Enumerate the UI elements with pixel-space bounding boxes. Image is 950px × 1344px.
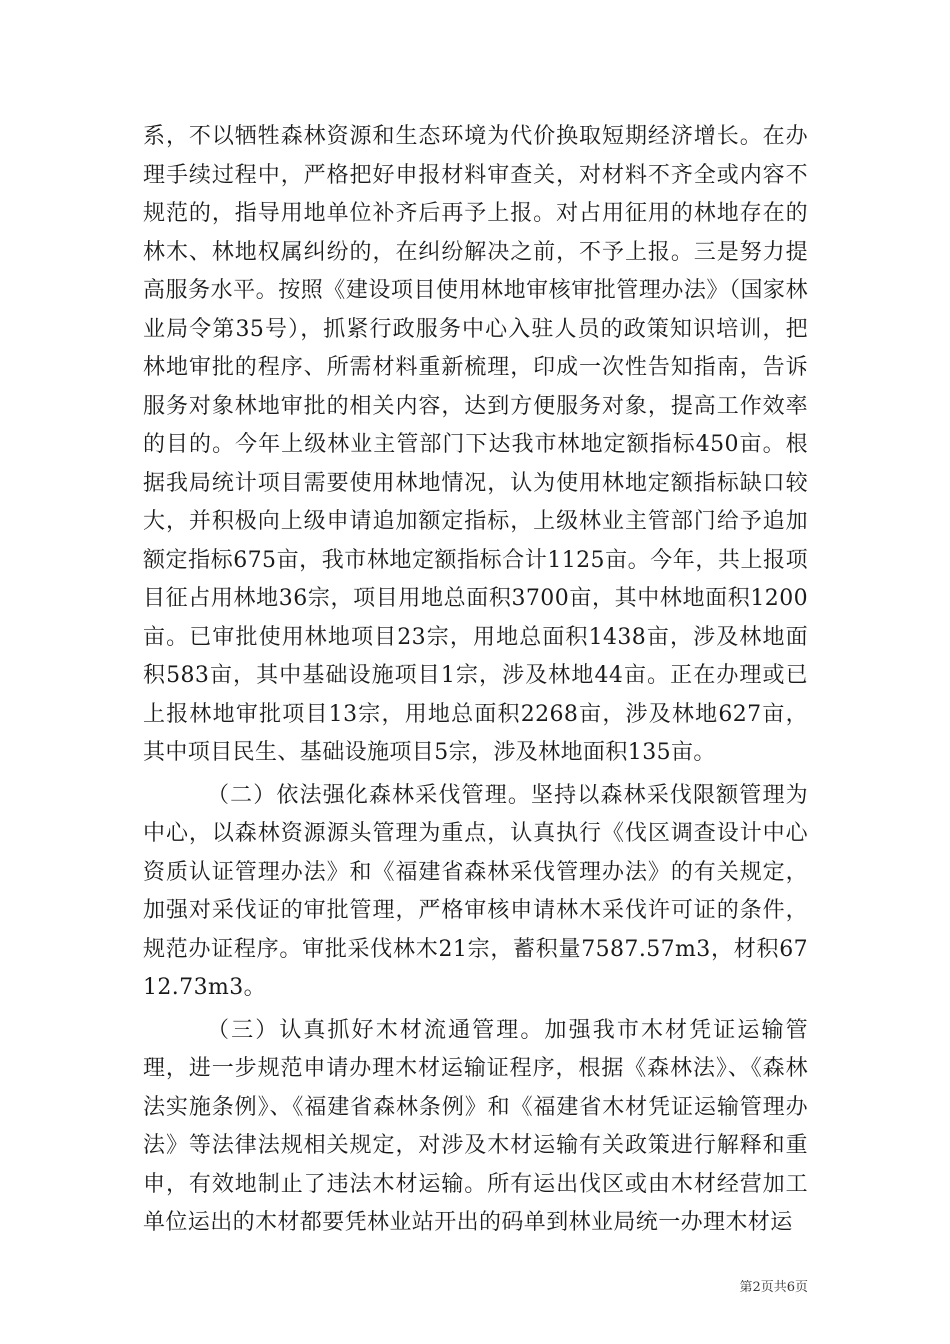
document-body (143, 118, 808, 1243)
paragraph-continued: 系，不以牺牲森林资源和生态环境为代价换取短期经济增长。在办理手续过程中，严格把好申报材料审查关，对材料不齐全或内容不规范的，指导用地单位补齐后再予上报。对占用征用的林地存在的林木、林地权属纠纷的，在纠纷解决之前，不予上报。三是努力提高服务水平。按照《建设项目使用林地审核审批管理办法》（国家林业局令第35号），抓紧行政服务中心入驻人员的政策知识培训，把林地审批的程序、所需材料重新梳理，印成一次性告知指南，告诉服务对象林地审批的相关内容，达到方便服务对象，提高工作效率的目的。今年上级林业主管部门下达我市林地定额指标450亩。根据我局统计项目需要使用林地情况，认为使用林地定额指标缺口较大，并积极向上级申请追加额定指标，上级林业主管部门给予追加额定指标675亩，我市林地定额指标合计1125亩。今年，共上报项目征占用林地36宗，项目用地总面积3700亩，其中林地面积1200亩。已审批使用林地项目23宗，用地总面积1438亩，涉及林地面积583亩，其中基础设施项目1宗，涉及林地44亩。正在办理或已上报林地审批项目13宗，用地总面积2268亩，涉及林地627亩，其中项目民生、基础设施项目5宗，涉及林地面积135亩。 (143, 124, 808, 765)
paragraph-section-2: （二）依法强化森林采伐管理。坚持以森林采伐限额管理为中心，以森林资源源头管理为重点，认真执行《伐区调查设计中心资质认证管理办法》和《福建省森林采伐管理办法》的有关规定，加强对采伐证的审批管理，严格审核申请林木采伐许可证的条件，规范办证程序。审批采伐林木21宗，蓄积量7587.57m3，材积6712.73m3。 (143, 782, 808, 1000)
paragraph-section-3: （三）认真抓好木材流通管理。加强我市木材凭证运输管理，进一步规范申请办理木材运输证程序，根据《森林法》、《森林法实施条例》、《福建省森林条例》和《福建省木材凭证运输管理办法》等法律法规相关规定，对涉及木材运输有关政策进行解释和重申，有效地制止了违法木材运输。所有运出伐区或由木材经营加工单位运出的木材都要凭林业站开出的码单到林业局统一办理木材运 (143, 1017, 808, 1235)
page-number-footer: 第2页共6页 (739, 1280, 808, 1295)
